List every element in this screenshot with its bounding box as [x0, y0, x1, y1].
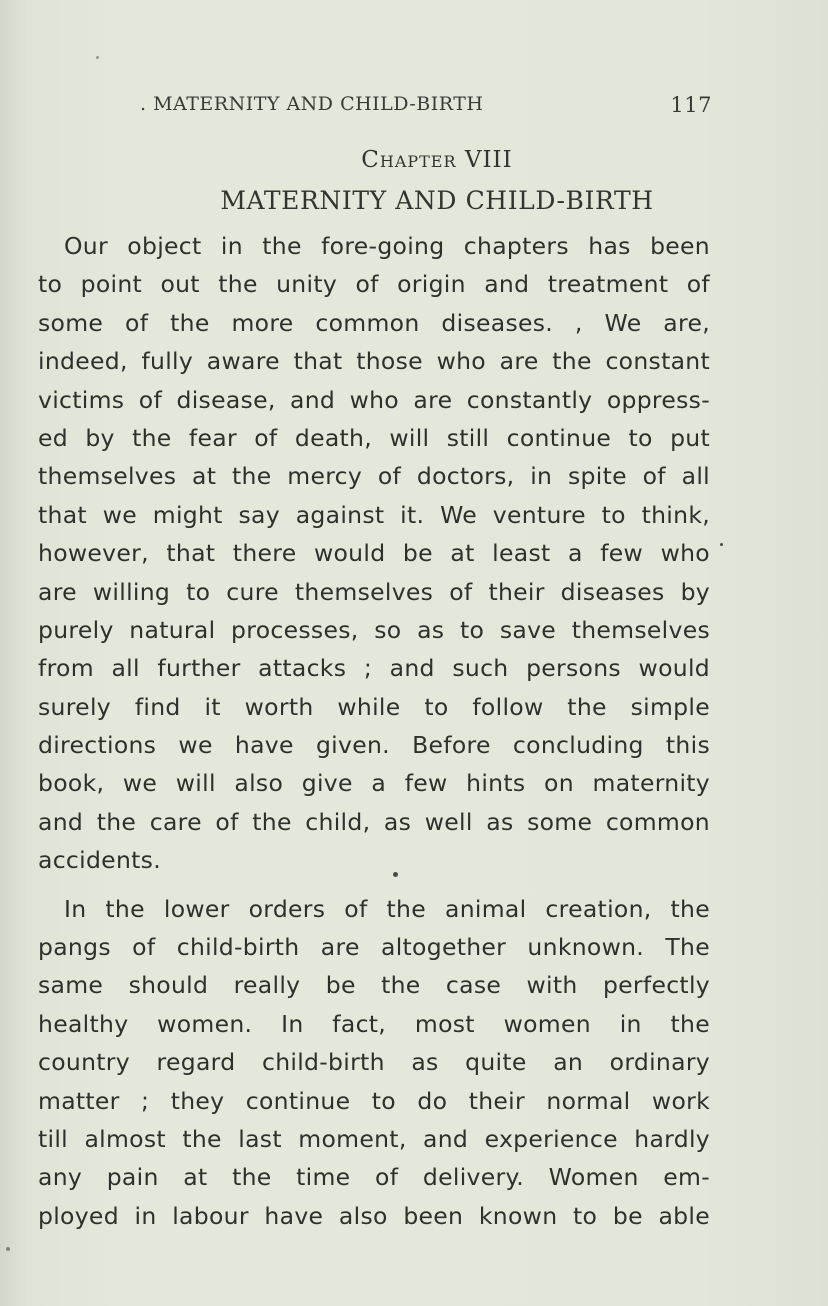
text-line: directions we have given. Before concluding this — [38, 731, 710, 760]
text-line: any pain at the time of delivery. Women em- — [38, 1163, 710, 1192]
running-header — [140, 93, 712, 121]
running-title: . MATERNITY AND CHILD-BIRTH — [140, 93, 484, 115]
text-line: pangs of child-birth are altogether unknown. The — [38, 933, 710, 962]
text-line: to point out the unity of origin and treatment of — [38, 270, 710, 299]
text-line: themselves at the mercy of doctors, in spite of all — [38, 462, 710, 491]
text-line: surely find it worth while to follow the simple — [38, 692, 710, 721]
text-line: from all further attacks ; and such persons would — [38, 654, 710, 683]
paragraph-2 — [38, 890, 710, 1236]
chapter-title: MATERNITY AND CHILD-BIRTH — [220, 186, 654, 215]
text-line: matter ; they continue to do their normal work — [38, 1086, 710, 1115]
text-line: purely natural processes, so as to save themselves — [38, 615, 710, 644]
text-line: healthy women. In fact, most women in the — [38, 1009, 710, 1038]
paragraph-gap — [38, 880, 710, 890]
text-line: victims of disease, and who are constantly oppress- — [38, 385, 710, 414]
text-line: same should really be the case with perfectly — [38, 971, 710, 1000]
text-line: ployed in labour have also been known to be able — [38, 1201, 710, 1230]
scan-speck — [6, 1247, 10, 1251]
body-text — [38, 227, 710, 1235]
text-line: In the lower orders of the animal creation, the — [64, 894, 710, 923]
text-line: and the care of the child, as well as some common — [38, 807, 710, 836]
scan-speck — [96, 56, 99, 59]
text-line: book, we will also give a few hints on maternity — [38, 769, 710, 798]
text-line: indeed, fully aware that those who are the constant — [38, 347, 710, 376]
text-line: are willing to cure themselves of their diseases by — [38, 577, 710, 606]
page-number: 117 — [670, 93, 712, 117]
text-line: ed by the fear of death, will still continue to put — [38, 423, 710, 452]
paragraph-1 — [38, 227, 710, 880]
scan-speck — [720, 543, 723, 546]
text-line: till almost the last moment, and experience hardly — [38, 1124, 710, 1153]
scan-speck — [393, 872, 398, 877]
text-line: accidents. — [38, 846, 161, 875]
text-line: country regard child-birth as quite an ordinary — [38, 1048, 710, 1077]
text-line: some of the more common diseases. , We are, — [38, 308, 710, 337]
text-line: that we might say against it. We venture to think, — [38, 500, 710, 529]
text-line: Our object in the fore-going chapters has been — [64, 232, 710, 260]
text-line: however, that there would be at least a few who — [38, 539, 710, 568]
chapter-number: Chapter VIII — [361, 147, 513, 173]
